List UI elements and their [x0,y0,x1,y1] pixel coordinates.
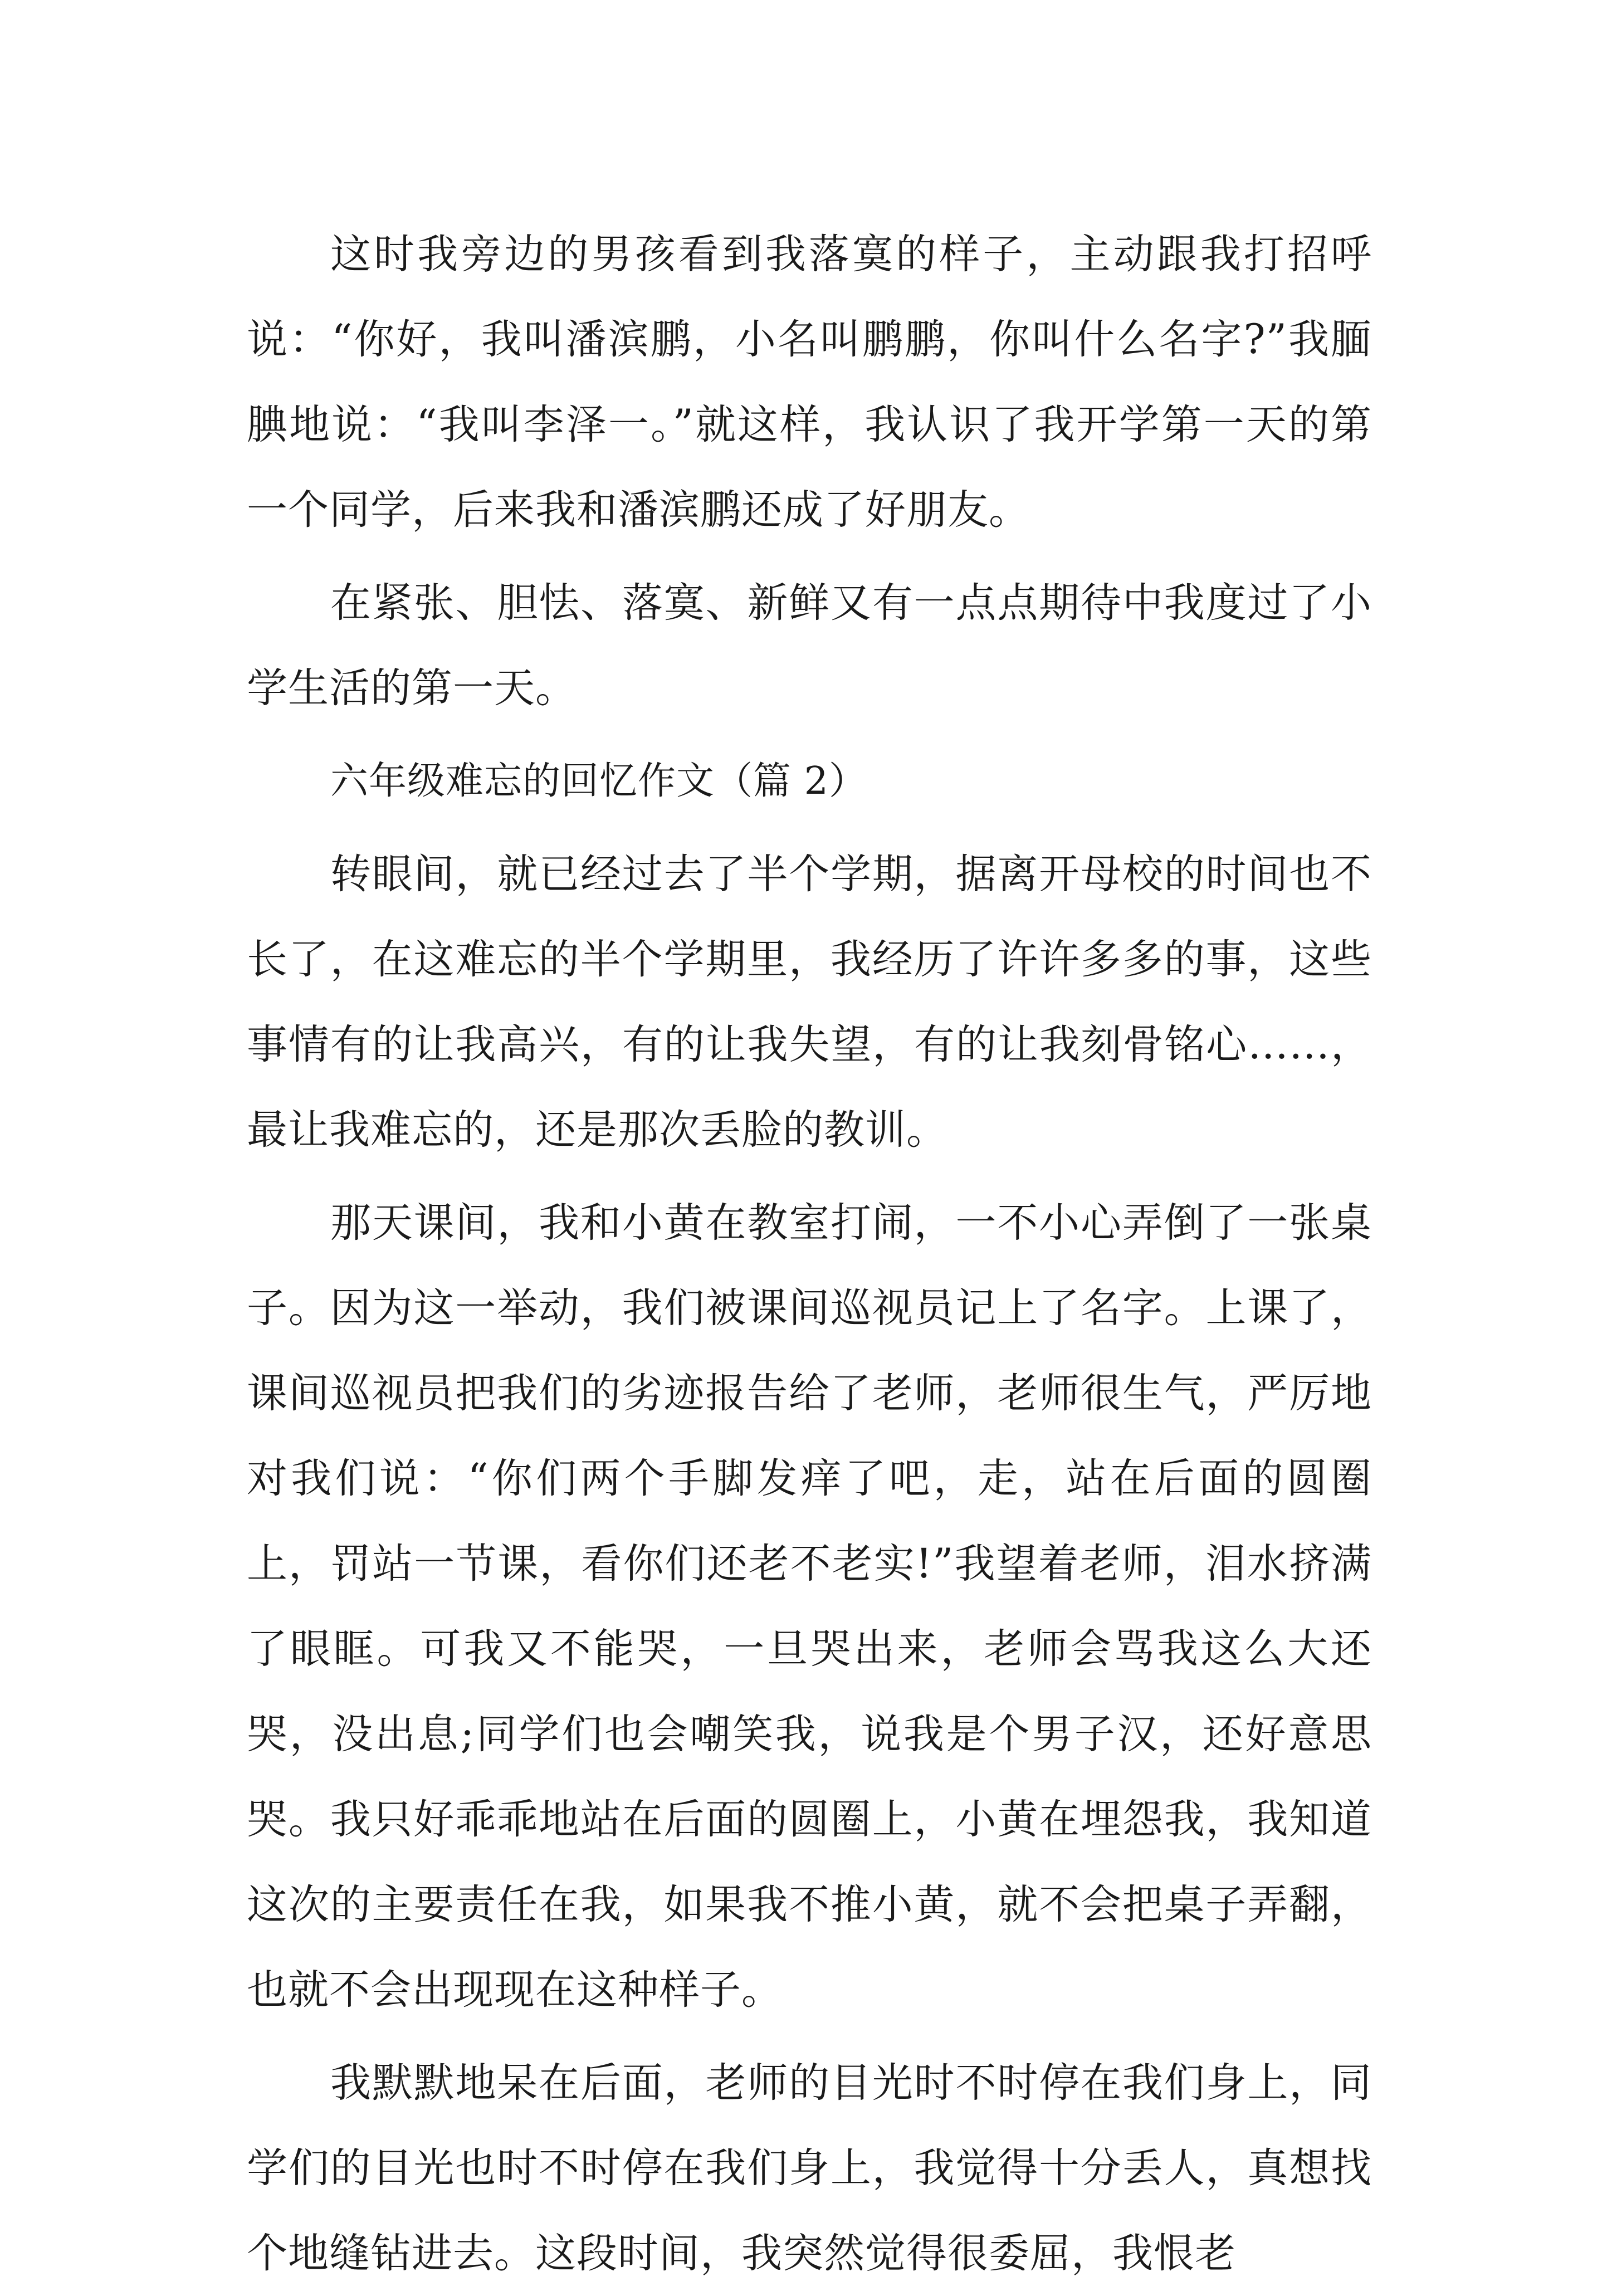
document-page [247,212,1372,2296]
essay-heading: 六年级难忘的回忆作文（篇 2） [330,759,867,803]
paragraph-3: 转眼间，就已经过去了半个学期，据离开母校的时间也不长了，在这难忘的半个学期里，我经历了许许多多的事，这些事情有的让我高兴，有的让我失望，有的让我刻骨铭心……，最让我难忘的，还是那次丢脸的教训。 [247,851,1372,1154]
paragraph-1: 这时我旁边的男孩看到我落寞的样子，主动跟我打招呼说：“你好，我叫潘滨鹏，小名叫鹏鹏，你叫什么名字?”我腼腆地说：“我叫李泽一。”就这样，我认识了我开学第一天的第一个同学，后来我和潘滨鹏还成了好朋友。 [247,231,1372,534]
paragraph-4: 那天课间，我和小黄在教室打闹，一不小心弄倒了一张桌子。因为这一举动，我们被课间巡视员记上了名字。上课了，课间巡视员把我们的劣迹报告给了老师，老师很生气，严厉地对我们说：“你们两个手脚发痒了吧，走，站在后面的圆圈上，罚站一节课，看你们还老不老实!”我望着老师，泪水挤满了眼眶。可我又不能哭，一旦哭出来，老师会骂我这么大还哭，没出息;同学们也会嘲笑我，说我是个男子汉，还好意思哭。我只好乖乖地站在后面的圆圈上，小黄在埋怨我，我知道这次的主要责任在我，如果我不推小黄，就不会把桌子弄翻，也就不会出现现在这种样子。 [247,1199,1372,2014]
paragraph-2: 在紧张、胆怯、落寞、新鲜又有一点点期待中我度过了小学生活的第一天。 [247,579,1372,712]
paragraph-5: 我默默地呆在后面，老师的目光时不时停在我们身上，同学们的目光也时不时停在我们身上，我觉得十分丢人，真想找个地缝钻进去。这段时间，我突然觉得很委屈，我恨老 [247,2059,1372,2277]
